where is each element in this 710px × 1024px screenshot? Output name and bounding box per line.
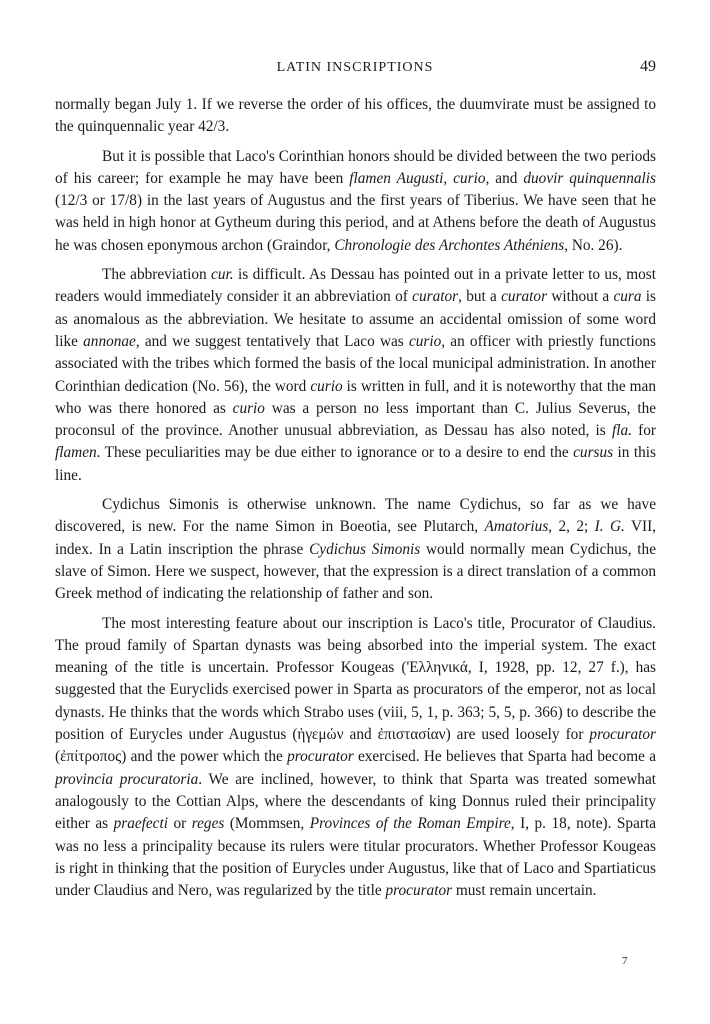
italic-run: provincia procuratoria xyxy=(55,770,199,788)
italic-run: flamen xyxy=(55,444,97,462)
text-run: in this line. xyxy=(55,444,656,484)
text-run: (ἐπίτροπος) and the power which the xyxy=(55,748,288,766)
italic-run: cur. xyxy=(211,266,234,284)
text-run: is written in full, and it is noteworthy that the man who was there honored as xyxy=(55,377,656,417)
italic-run: flamen Augusti, curio, xyxy=(349,169,490,187)
italic-run: cura xyxy=(613,288,642,306)
body-text xyxy=(55,94,656,909)
text-run: But it is possible that Laco's Corinthian honors should be divided between the two periods of his career; for example he may have been xyxy=(55,147,656,187)
text-run: or xyxy=(167,815,192,833)
printer-signature-mark: 7 xyxy=(622,955,628,967)
italic-run: procurator xyxy=(287,748,354,766)
text-run: , I, p. 18, note). Sparta was no less a principality because its rulers were titular procurators. Whether Professor Kougeas is right in thinking that the position of Eurycles under Augustus, like that of Laco and Spartiaticus under Claudius and Nero, was regularized by the title xyxy=(55,815,656,900)
text-run: without a xyxy=(547,288,614,306)
text-run: VII, index. In a Latin inscription the phrase xyxy=(55,518,656,558)
italic-run: procurator xyxy=(589,726,656,744)
italic-run: Chronologie des Archontes Athéniens xyxy=(334,236,565,254)
text-run: is as anomalous as the abbreviation. We hesitate to assume an accidental omission of some word like xyxy=(55,288,656,350)
italic-run: I. G. xyxy=(594,518,625,536)
text-run: . These peculiarities may be due either to ignorance or to a desire to end the xyxy=(96,444,574,462)
italic-run: curator xyxy=(501,288,548,306)
italic-run: praefecti xyxy=(113,815,168,833)
text-run: Cydichus Simonis is otherwise unknown. The name Cydichus, so far as we have discovered, is new. For the name Simon in Boeotia, see Plutarch, xyxy=(55,496,656,536)
page-number: 49 xyxy=(640,58,656,75)
text-run: exercised. He believes that Sparta had become a xyxy=(353,748,656,766)
italic-run: curio xyxy=(310,377,343,395)
text-run: for xyxy=(631,422,656,440)
text-run: (12/3 or 17/8) in the last years of Augustus and the first years of Tiberius. We have seen that he was held in high honor at Gytheum during this period, and at Athens before the death of Augustus he was chosen eponymous archon (Graindor, xyxy=(55,192,656,254)
italic-run: Cydichus Simonis xyxy=(309,540,421,558)
running-title: LATIN INSCRIPTIONS xyxy=(276,60,434,75)
text-run: , an officer with priestly functions associated with the tribes which formed the basis of the local municipal administration. In another Corinthian dedication (No. 56), the word xyxy=(55,332,657,395)
text-run: and xyxy=(489,169,524,187)
italic-run: Amatorius xyxy=(484,518,549,536)
paragraph-4 xyxy=(55,494,656,605)
paragraph-5 xyxy=(55,613,656,903)
text-run: The abbreviation xyxy=(102,266,212,284)
text-run: , and we suggest tentatively that Laco was xyxy=(135,332,409,350)
text-run: , No. 26). xyxy=(564,236,623,254)
text-run: The most interesting feature about our inscription is Laco's title, Procurator of Claudius. The proud family of Spartan dynasts was being absorbed into the imperial system. The exact meaning of the title is uncertain. Professor Kougeas ('Ελληνικά, I, 1928, pp. 12, 27 f.), has suggested that the Euryclids exercised power in Sparta as procurators of the emperor, not as local dynasts. He thinks that the words which Strabo uses (viii, 5, 1, p. 363; 5, 5, p. 366) to describe the position of Eurycles under Augustus (ἡγεμών and ἐπιστασίαν) are used loosely for xyxy=(55,614,656,744)
italic-run: cursus xyxy=(573,444,614,462)
paragraph-2 xyxy=(55,146,656,257)
paragraph-3 xyxy=(55,264,656,487)
text-run: normally began July 1. If we reverse the order of his offices, the duumvirate must be assigned to the quinquennalic year 42/3. xyxy=(55,96,656,136)
italic-run: curio xyxy=(232,399,265,417)
italic-run: annonae xyxy=(83,332,136,350)
running-header xyxy=(0,58,710,80)
text-run: , 2, 2; xyxy=(548,518,595,536)
text-run: would normally mean Cydichus, the slave of Simon. Here we suspect, however, that the expression is a direct translation of a common Greek method of indicating the relationship of father and son. xyxy=(55,540,656,603)
italic-run: fla. xyxy=(611,422,632,440)
text-run: , but a xyxy=(458,288,502,306)
text-run: (Mommsen, xyxy=(224,815,310,833)
italic-run: Provinces of the Roman Empire xyxy=(309,815,511,833)
text-run: was a person no less important than C. Julius Severus, the proconsul of the province. Another unusual abbreviation, as Dessau has also noted, is xyxy=(55,399,657,440)
text-run: must remain uncertain. xyxy=(452,882,597,900)
paragraph-1 xyxy=(55,94,656,139)
italic-run: reges xyxy=(191,815,225,833)
italic-run: duovir quinquennalis xyxy=(523,169,656,187)
text-run: . We are inclined, however, to think that Sparta was treated somewhat analogously to the Cottian Alps, where the descendants of king Donnus ruled their principality either as xyxy=(55,770,656,833)
text-run: is difficult. As Dessau has pointed out in a private letter to us, most readers would immediately consider it an abbreviation of xyxy=(55,266,656,306)
italic-run: procurator xyxy=(385,882,453,900)
italic-run: curio xyxy=(408,332,442,350)
italic-run: curator xyxy=(412,288,459,306)
